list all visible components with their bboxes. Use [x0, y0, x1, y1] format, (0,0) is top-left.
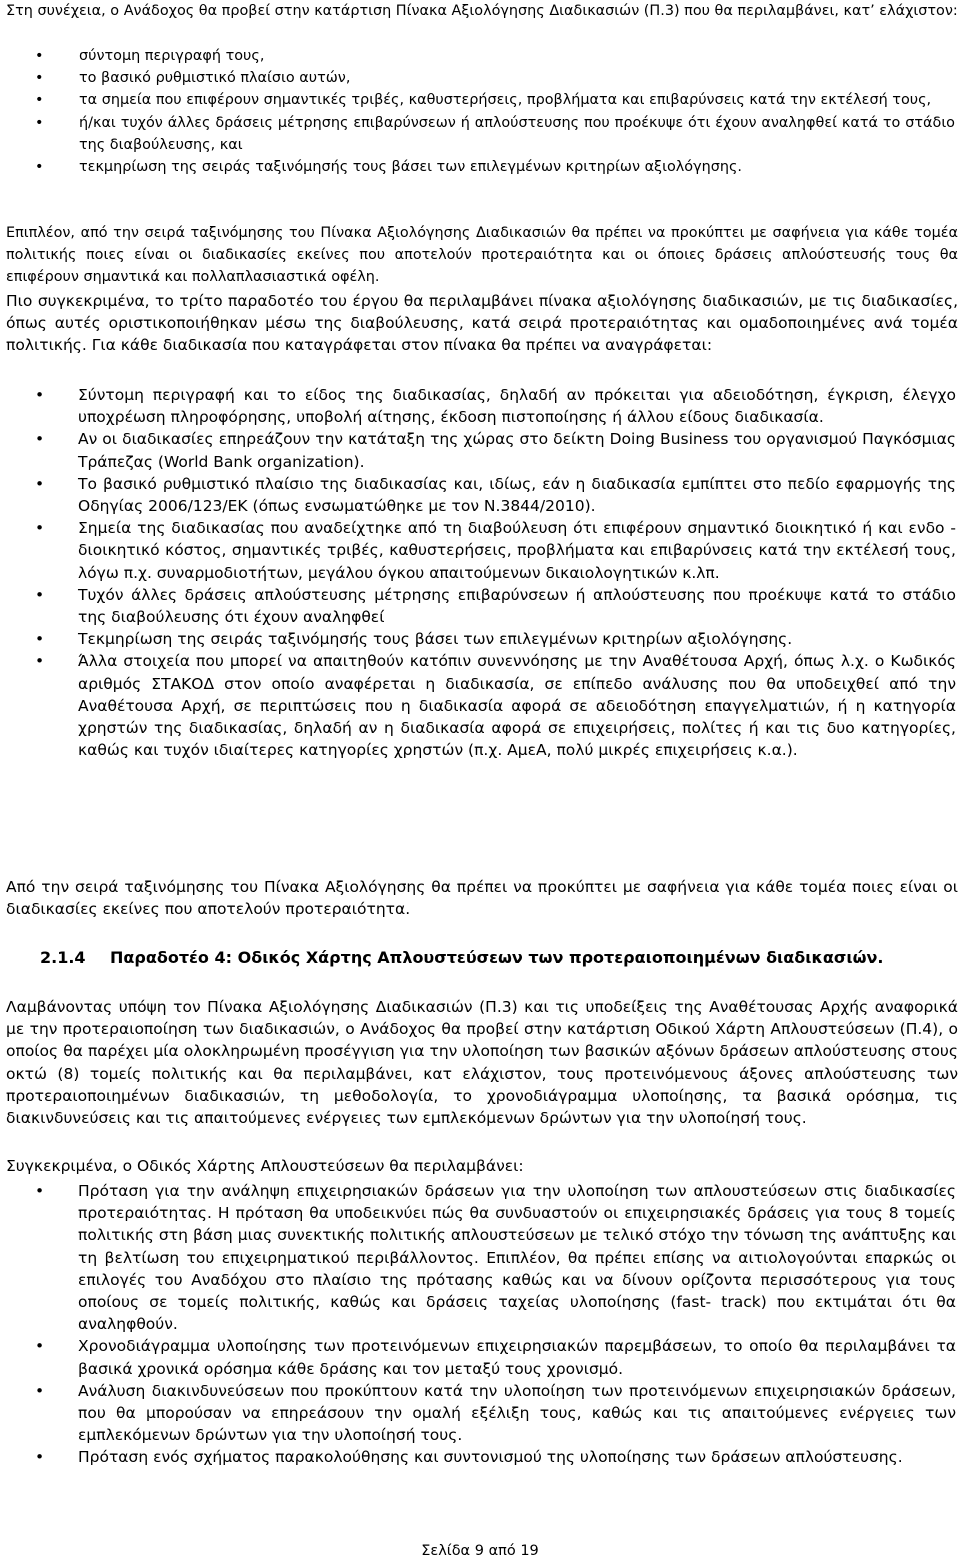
taking-paragraph: Λαμβάνοντας υπόψη τον Πίνακα Αξιολόγησης Διαδικασιών (Π.3) και τις υποδείξεις της Αναθέτουσας Αρχής αναφορικά με την προτεραιοποίηση των διαδικασιών, ο Ανάδοχος θα προβεί στην κατάρτιση Οδικού Χάρτη Απλουστεύσεων (Π.4), ο οποίος θα παρέχει μία ολοκληρωμένη προσέγγιση για την υλοποίηση των βασικών αξόνων δράσεων απλούστευσης στους οκτώ (8) τομείς πολιτικής και θα περιλαμβάνει, κατ ελάχιστον, τους προτεινόμενους άξονες απλούστευσης των προτεραιοποιημένων διαδικασιών, τη μεθοδολογία, το χρονοδιάγραμμα υλοποίησης, τα βασικά ορόσημα, τις διακινδυνεύσεις και τις απαιτούμενες ενέργειες των εμπλεκόμενων δρώντων για την υλοποίησή τους.: [6, 998, 958, 1128]
list-item: • Χρονοδιάγραμμα υλοποίησης των προτεινόμενων επιχειρησιακών παρεμβάσεων, το οποίο θα περιλαμβάνει τα βασικά χρονικά ορόσημα κάθε δράσης και τον μεταξύ τους χρονισμό.: [78, 1335, 956, 1379]
roadmap-intro-paragraph: Συγκεκριμένα, ο Οδικός Χάρτης Απλουστεύσεων θα περιλαμβάνει:: [6, 1157, 524, 1175]
order-paragraph: Από την σειρά ταξινόμησης του Πίνακα Αξιολόγησης θα πρέπει να προκύπτει με σαφήνεια για κάθε τομέα ποιες είναι οι διαδικασίες εκείνες που αποτελούν προτεραιότητα.: [6, 878, 958, 919]
section-title: Παραδοτέο 4: Οδικός Χάρτης Απλουστεύσεων των προτεραιοποιημένων διαδικασιών.: [110, 948, 884, 967]
section-number: 2.1.4: [40, 948, 86, 967]
intro-paragraph: Στη συνέχεια, ο Ανάδοχος θα προβεί στην κατάρτιση Πίνακα Αξιολόγησης Διαδικασιών (Π.3) που θα περιλαμβάνει, κατ’ ελάχιστον:: [6, 3, 958, 19]
list-item: • Πρόταση ενός σχήματος παρακολούθησης και συντονισμού της υλοποίησης των δράσεων απλούστευσης.: [78, 1446, 956, 1468]
moreover-paragraph: Επιπλέον, από την σειρά ταξινόμησης του Πίνακα Αξιολόγησης Διαδικασιών θα πρέπει να προκύπτει με σαφήνεια για κάθε τομέα πολιτικής ποιες είναι οι διαδικασίες εκείνες που αποτελούν προτεραιότητα και οι όποιες δράσεις απλούστευσής τους θα επιφέρουν σημαντικά και πολλαπλασιαστικά οφέλη.: [6, 225, 958, 286]
intro-bullet-list: [0, 45, 960, 178]
list-item: • Σύντομη περιγραφή και το είδος της διαδικασίας, δηλαδή αν πρόκειται για αδειοδότηση, έγκριση, έλεγχο υποχρέωση πληροφόρησης, υποβολή αίτησης, έκδοση πιστοποίησης ή άλλου είδους διαδικασία.: [78, 384, 956, 428]
section-heading: [40, 947, 958, 970]
roadmap-list: [0, 1180, 960, 1469]
list-item: • Άλλα στοιχεία που μπορεί να απαιτηθούν κατόπιν συνεννόησης με την Αναθέτουσα Αρχή, όπως λ.χ. ο Κωδικός αριθμός ΣΤΑΚΟΔ στον οποίο αναφέρεται η διαδικασία, σε επίπεδο ανάλυσης που θα υποδειχθεί από την Αναθέτουσα Αρχή, σε περιπτώσεις που η διαδικασία αφορά σε αδειοδότηση επαγγελματιών, ή η κατηγορία χρηστών της διαδικασίας, δηλαδή αν η διαδικασία αφορά σε επιχειρήσεις, πολίτες ή και τις δυο κατηγορίες, καθώς και τυχόν ιδιαίτερες κατηγορίες χρηστών (π.χ. ΑμεΑ, πολύ μικρές επιχειρήσεις κ.α.).: [78, 650, 956, 761]
list-item: • ή/και τυχόν άλλες δράσεις μέτρησης επιβαρύνσεων ή απλούστευσης που προέκυψε ότι έχουν αναληφθεί κατά το στάδιο της διαβούλευσης, και: [79, 112, 955, 156]
list-item: • Σημεία της διαδικασίας που αναδείχτηκε από τη διαβούλευση ότι επιφέρουν σημαντικό διοικητικό ή και ενδο - διοικητικό κόστος, σημαντικές τριβές, καθυστερήσεις, προβλήματα και επιβαρύνσεις κατά την εκτέλεσή τους, λόγω π.χ. συναρμοδιοτήτων, μεγάλου όγκου απαιτούμενων δικαιολογητικών κ.λπ.: [78, 517, 956, 584]
list-item: • σύντομη περιγραφή τους,: [79, 45, 955, 67]
list-item: • Αν οι διαδικασίες επηρεάζουν την κατάταξη της χώρας στο δείκτη Doing Business του οργανισμού Παγκόσμιας Τράπεζας (World Bank organization).: [78, 428, 956, 472]
list-item: • τα σημεία που επιφέρουν σημαντικές τριβές, καθυστερήσεις, προβλήματα και επιβαρύνσεις κατά την εκτέλεσή τους,: [79, 89, 955, 111]
list-item: • Το βασικό ρυθμιστικό πλαίσιο της διαδικασίας και, ιδίως, εάν η διαδικασία εμπίπτει στο πεδίο εφαρμογής της Οδηγίας 2006/123/ΕΚ (όπως ενσωματώθηκε με τον Ν.3844/2010).: [78, 473, 956, 517]
list-item: • Τυχόν άλλες δράσεις απλούστευσης μέτρησης επιβαρύνσεων ή απλούστευσης που προέκυψε κατά το στάδιο της διαβούλευσης ότι έχουν αναληφθεί: [78, 584, 956, 628]
list-item: • το βασικό ρυθμιστικό πλαίσιο αυτών,: [79, 67, 955, 89]
page-footer: Σελίδα 9 από 19: [421, 1543, 539, 1559]
specifically-paragraph: Πιο συγκεκριμένα, το τρίτο παραδοτέο του έργου θα περιλαμβάνει πίνακα αξιολόγησης διαδικασιών, με τις διαδικασίες, όπως αυτές οριστικοποιήθηκαν μέσω της διαβούλευσης, κατά σειρά προτεραιότητας και ομαδοποιημένες ανά τομέα πολιτικής. Για κάθε διαδικασία που καταγράφεται στον πίνακα θα πρέπει να αναγράφεται:: [6, 292, 958, 355]
list-item: • Τεκμηρίωση της σειράς ταξινόμησής τους βάσει των επιλεγμένων κριτηρίων αξιολόγησης.: [78, 628, 956, 650]
list-item: • Πρόταση για την ανάληψη επιχειρησιακών δράσεων για την υλοποίηση των απλουστεύσεων στις διαδικασίες προτεραιότητας. Η πρόταση θα υποδεικνύει πώς θα συνδυαστούν οι επιχειρησιακές δράσεις για τους 8 τομείς πολιτικής στη βάση μιας συνεκτικής πολιτικής απλουστεύσεων με τελικό στόχο την τόνωση της ανάπτυξης και τη βελτίωση του επιχειρηματικού περιβάλλοντος. Επιπλέον, θα πρέπει επίσης να αιτιολογούνται επαρκώς οι επιλογές του Αναδόχου στο πλαίσιο της πρότασης καθώς και να δίνουν ορίζοντα περισσότερους για τους οποίους σε τομείς πολιτικής, καθώς και δράσεις ταχείας υλοποίησης (fast- track) που εκτιμάται ότι θα αναληφθούν.: [78, 1180, 956, 1335]
list-item: • τεκμηρίωση της σειράς ταξινόμησής τους βάσει των επιλεγμένων κριτηρίων αξιολόγησης.: [79, 156, 955, 178]
list-item: • Ανάλυση διακινδυνεύσεων που προκύπτουν κατά την υλοποίηση των προτεινόμενων επιχειρησιακών δράσεων, που θα μπορούσαν να επηρεάσουν την ομαλή εξέλιξη τους, καθώς και τις απαιτούμενες ενέργειες των εμπλεκόμενων δρώντων για την υλοποίησή τους.: [78, 1380, 956, 1447]
table-contents-list: [0, 384, 960, 761]
